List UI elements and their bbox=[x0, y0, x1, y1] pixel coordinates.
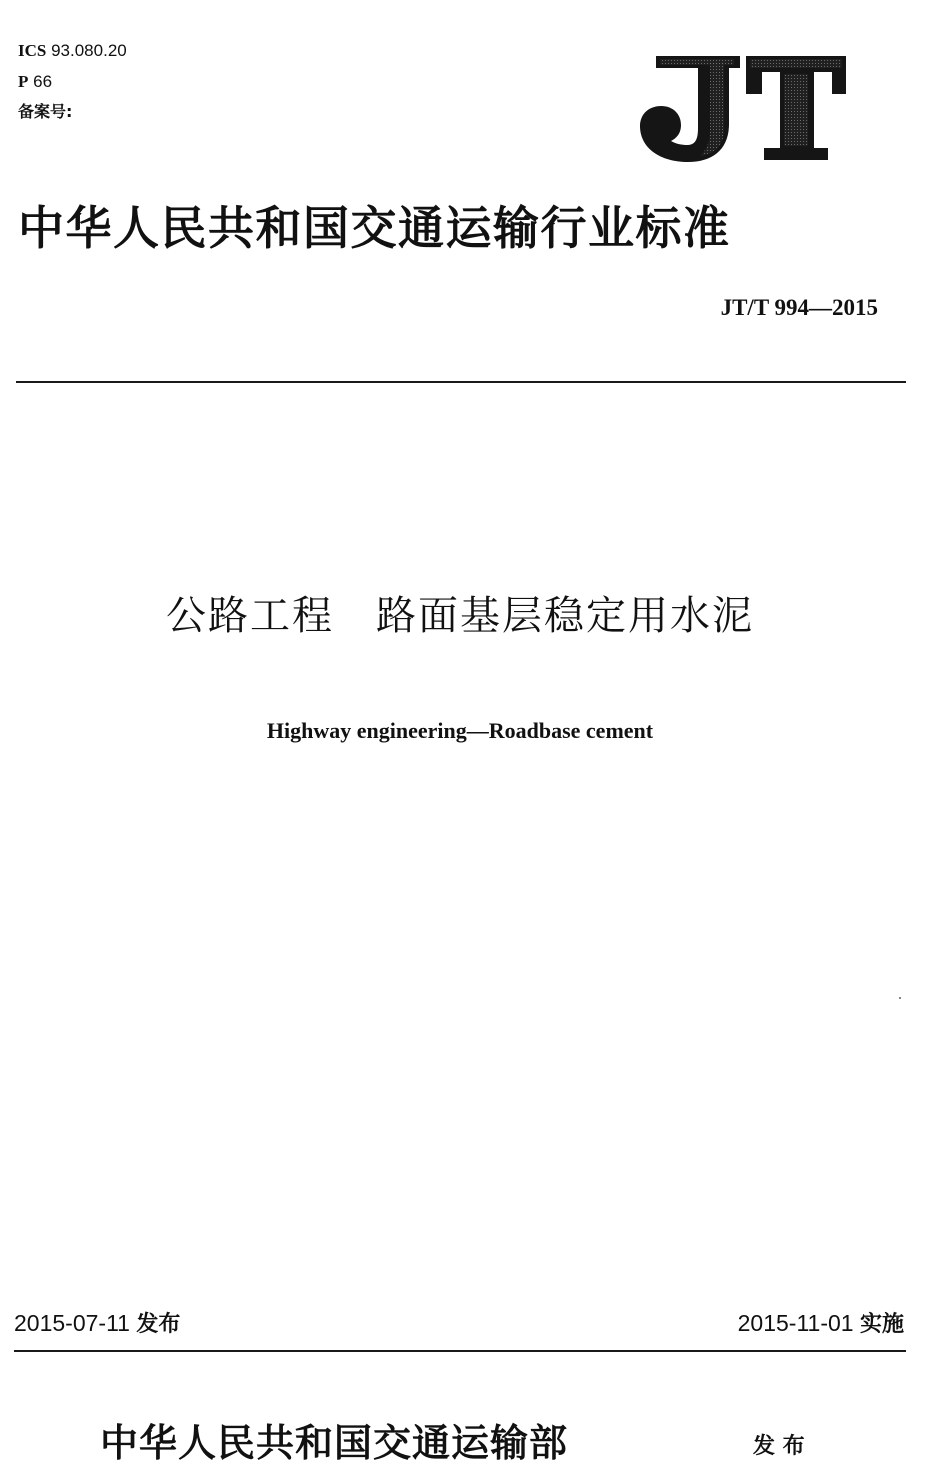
industry-standard-title: 中华人民共和国交通运输行业标准 bbox=[18, 201, 731, 255]
standard-number: JT/T 994—2015 bbox=[720, 295, 878, 320]
jt-logo-letters bbox=[640, 56, 846, 162]
issue-date: 2015-07-11 bbox=[14, 1310, 130, 1336]
footer-divider bbox=[14, 1350, 906, 1352]
ccs-code bbox=[18, 71, 52, 93]
filing-number-label: 备案号: bbox=[18, 102, 73, 121]
publisher-name: 中华人民共和国交通运输部 bbox=[100, 1420, 569, 1465]
implementation-date: 2015-11-01 bbox=[737, 1310, 854, 1336]
ics-code bbox=[18, 40, 127, 62]
logo-letter-j bbox=[640, 56, 740, 162]
implementation-date-line bbox=[738, 1308, 904, 1340]
scan-speck bbox=[899, 997, 901, 999]
ccs-prefix: P bbox=[18, 72, 29, 91]
issue-label: 发布 bbox=[136, 1312, 181, 1337]
jt-logo bbox=[634, 50, 850, 164]
document-title-english: Highway engineering—Roadbase cement bbox=[266, 718, 654, 743]
ics-number: 93.080.20 bbox=[51, 41, 127, 60]
header-divider bbox=[16, 381, 906, 383]
implementation-label: 实施 bbox=[859, 1312, 904, 1337]
ccs-number: 66 bbox=[33, 72, 53, 91]
document-title-chinese: 公路工程 路面基层稳定用水泥 bbox=[166, 593, 754, 639]
ics-prefix: ICS bbox=[18, 41, 47, 60]
issue-date-line bbox=[14, 1308, 180, 1340]
publish-label: 发 布 bbox=[753, 1434, 805, 1459]
